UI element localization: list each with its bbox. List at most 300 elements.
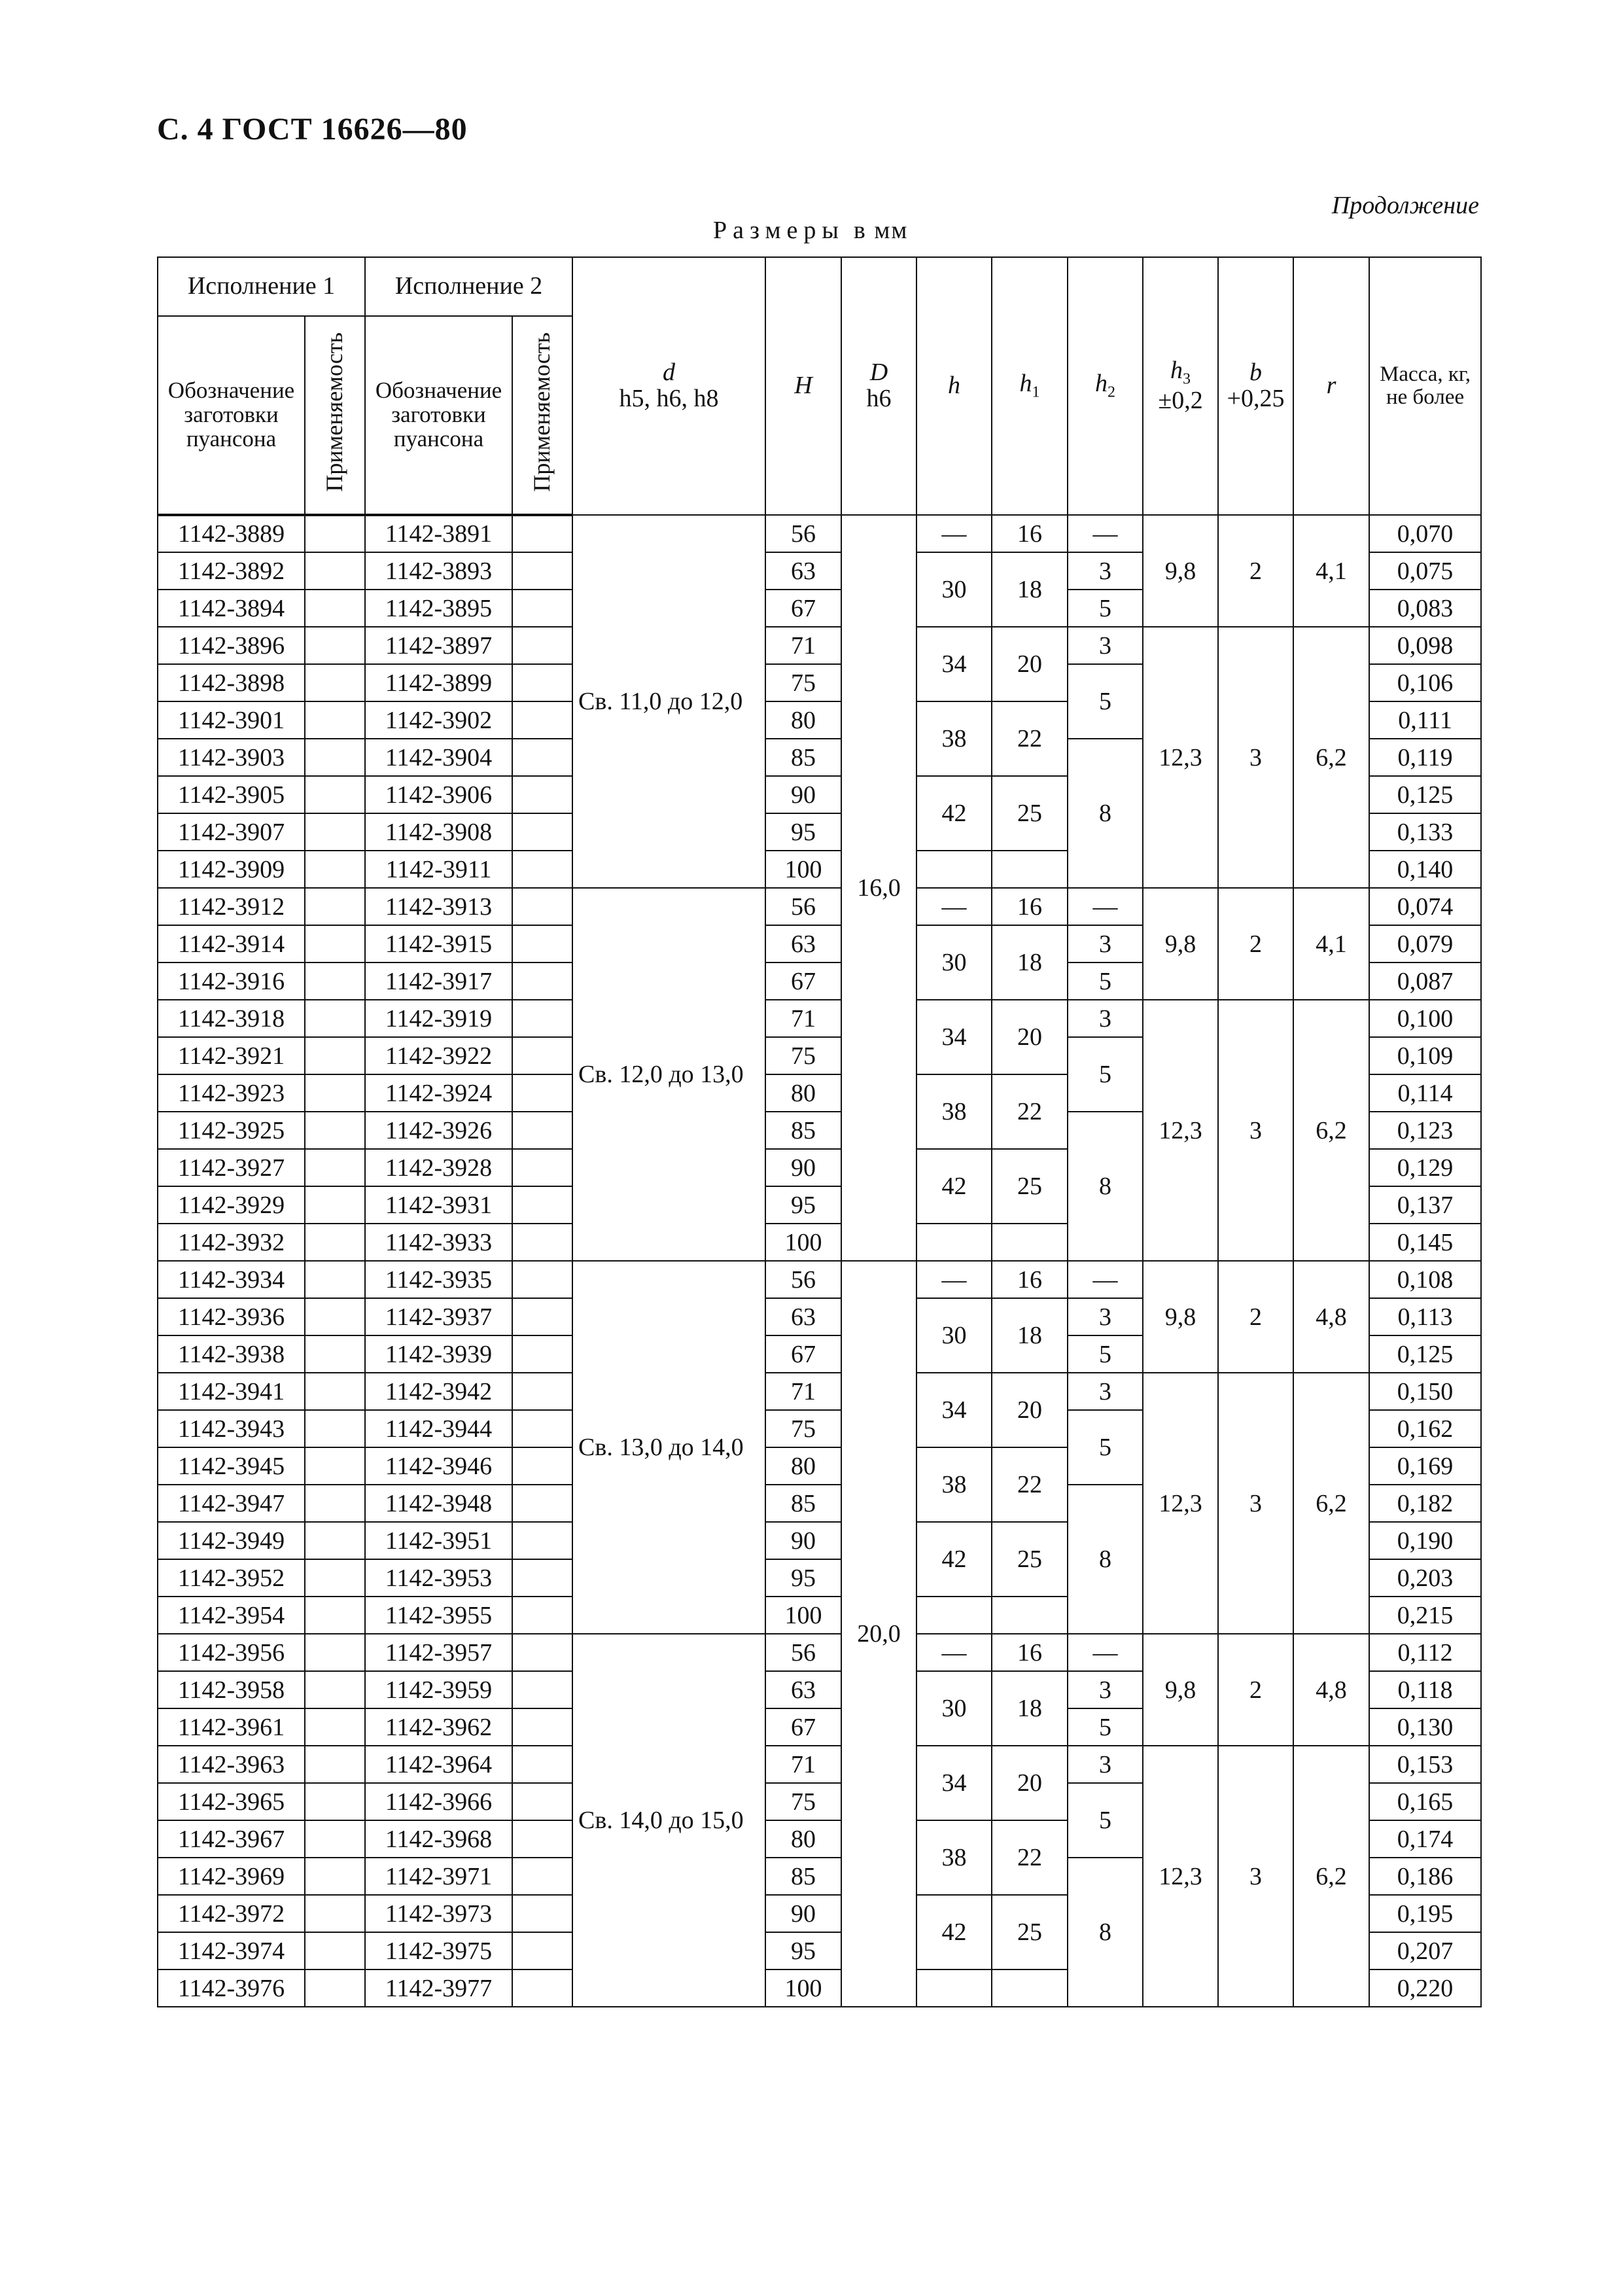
- mass-cell: 0,169: [1369, 1447, 1481, 1485]
- designation-1-cell: 1142-3956: [158, 1634, 305, 1671]
- header-execution-2: Исполнение 2: [365, 257, 572, 316]
- h1-cell: 22: [992, 1820, 1068, 1895]
- h2-cell: —: [1068, 888, 1143, 925]
- mass-cell: 0,098: [1369, 627, 1481, 664]
- h-cell: 42: [916, 776, 992, 851]
- mass-cell: 0,074: [1369, 888, 1481, 925]
- h1-cell: 25: [992, 1149, 1068, 1224]
- h1-cell-empty: [992, 1597, 1068, 1634]
- header-applicability-2: [512, 316, 572, 515]
- designation-1-cell: 1142-3903: [158, 739, 305, 776]
- h-cell: 30: [916, 552, 992, 627]
- r-cell: 4,1: [1293, 888, 1369, 1000]
- h1-cell: 16: [992, 1634, 1068, 1671]
- applicability-1-cell: [305, 1820, 365, 1858]
- applicability-1-cell: [305, 1112, 365, 1149]
- applicability-2-cell: [512, 1000, 572, 1037]
- r-cell: 6,2: [1293, 1746, 1369, 2007]
- applicability-2-cell: [512, 1783, 572, 1820]
- applicability-2-cell: [512, 1074, 572, 1112]
- designation-2-cell: 1142-3924: [365, 1074, 512, 1112]
- H-cell: 100: [765, 851, 841, 888]
- designation-2-cell: 1142-3931: [365, 1186, 512, 1224]
- h2-cell: 8: [1068, 1858, 1143, 2007]
- mass-cell: 0,207: [1369, 1932, 1481, 1969]
- D-cell: 20,0: [841, 1261, 916, 2007]
- h1-cell: 22: [992, 1074, 1068, 1149]
- units-label: Размеры: [713, 217, 845, 244]
- designation-2-cell: 1142-3897: [365, 627, 512, 664]
- H-cell: 75: [765, 1037, 841, 1074]
- applicability-1-cell: [305, 1932, 365, 1969]
- header-b: [1218, 257, 1293, 515]
- applicability-1-cell: [305, 1708, 365, 1746]
- applicability-1-cell: [305, 1634, 365, 1671]
- H-cell: 85: [765, 1485, 841, 1522]
- header-applicability-1: [305, 316, 365, 515]
- designation-2-cell: 1142-3915: [365, 925, 512, 963]
- header-h-symbol: h: [948, 372, 961, 400]
- applicability-1-cell: [305, 515, 365, 552]
- mass-cell: 0,125: [1369, 776, 1481, 813]
- applicability-1-cell: [305, 1969, 365, 2007]
- header-h2-sub: 2: [1108, 383, 1116, 401]
- h-cell: 38: [916, 1820, 992, 1895]
- applicability-2-cell: [512, 1261, 572, 1298]
- h3-cell: 9,8: [1143, 1261, 1218, 1373]
- d-range-cell: Св. 12,0 до 13,0: [572, 888, 765, 1261]
- H-cell: 85: [765, 739, 841, 776]
- H-cell: 100: [765, 1969, 841, 2007]
- H-cell: 63: [765, 925, 841, 963]
- designation-2-cell: 1142-3917: [365, 963, 512, 1000]
- designation-2-cell: 1142-3962: [365, 1708, 512, 1746]
- mass-cell: 0,195: [1369, 1895, 1481, 1932]
- applicability-2-cell: [512, 1671, 572, 1708]
- designation-1-cell: 1142-3912: [158, 888, 305, 925]
- designation-2-cell: 1142-3966: [365, 1783, 512, 1820]
- H-cell: 80: [765, 1447, 841, 1485]
- h-cell: 30: [916, 925, 992, 1000]
- applicability-2-cell: [512, 813, 572, 851]
- applicability-2-cell: [512, 1820, 572, 1858]
- applicability-2-cell: [512, 1485, 572, 1522]
- mass-cell: 0,083: [1369, 590, 1481, 627]
- h1-cell: 16: [992, 888, 1068, 925]
- applicability-1-cell: [305, 1298, 365, 1335]
- h2-cell: 5: [1068, 1037, 1143, 1112]
- designation-2-cell: 1142-3902: [365, 701, 512, 739]
- mass-cell: 0,079: [1369, 925, 1481, 963]
- mass-cell: 0,113: [1369, 1298, 1481, 1335]
- h3-cell: 9,8: [1143, 888, 1218, 1000]
- H-cell: 75: [765, 1410, 841, 1447]
- designation-1-cell: 1142-3892: [158, 552, 305, 590]
- h-cell-empty: [916, 1597, 992, 1634]
- h2-cell: 5: [1068, 963, 1143, 1000]
- designation-1-cell: 1142-3932: [158, 1224, 305, 1261]
- designation-1-cell: 1142-3929: [158, 1186, 305, 1224]
- applicability-1-cell: [305, 1186, 365, 1224]
- designation-2-cell: 1142-3971: [365, 1858, 512, 1895]
- table-row: [158, 1373, 1481, 1410]
- designation-1-cell: 1142-3976: [158, 1969, 305, 2007]
- h3-cell: 9,8: [1143, 515, 1218, 627]
- h2-cell: —: [1068, 515, 1143, 552]
- r-cell: 4,1: [1293, 515, 1369, 627]
- applicability-2-cell: [512, 515, 572, 552]
- H-cell: 71: [765, 1373, 841, 1410]
- designation-2-cell: 1142-3948: [365, 1485, 512, 1522]
- mass-cell: 0,153: [1369, 1746, 1481, 1783]
- h1-cell: 22: [992, 1447, 1068, 1522]
- H-cell: 90: [765, 1522, 841, 1559]
- header-D-tolerance: h6: [866, 385, 892, 412]
- applicability-2-cell: [512, 1597, 572, 1634]
- designation-2-cell: 1142-3908: [365, 813, 512, 851]
- mass-cell: 0,140: [1369, 851, 1481, 888]
- h-cell: —: [916, 888, 992, 925]
- mass-cell: 0,165: [1369, 1783, 1481, 1820]
- designation-2-cell: 1142-3957: [365, 1634, 512, 1671]
- h2-cell: 5: [1068, 1708, 1143, 1746]
- H-cell: 56: [765, 1634, 841, 1671]
- header-designation-1: Обозначение заготовки пуансона: [158, 316, 305, 515]
- header-h1-sub: 1: [1032, 383, 1040, 401]
- r-cell: 6,2: [1293, 627, 1369, 888]
- mass-cell: 0,137: [1369, 1186, 1481, 1224]
- h1-cell: 25: [992, 776, 1068, 851]
- mass-cell: 0,118: [1369, 1671, 1481, 1708]
- designation-1-cell: 1142-3938: [158, 1335, 305, 1373]
- h2-cell: 3: [1068, 627, 1143, 664]
- applicability-2-cell: [512, 1112, 572, 1149]
- h2-cell: 3: [1068, 1746, 1143, 1783]
- h-cell: 38: [916, 1074, 992, 1149]
- h-cell: 42: [916, 1895, 992, 1969]
- designation-2-cell: 1142-3904: [365, 739, 512, 776]
- table-row: [158, 1634, 1481, 1671]
- H-cell: 90: [765, 776, 841, 813]
- designation-1-cell: 1142-3972: [158, 1895, 305, 1932]
- designation-2-cell: 1142-3959: [365, 1671, 512, 1708]
- header-r: [1293, 257, 1369, 515]
- applicability-1-cell: [305, 1000, 365, 1037]
- designation-1-cell: 1142-3958: [158, 1671, 305, 1708]
- h-cell: 42: [916, 1149, 992, 1224]
- units-value: в мм: [853, 217, 909, 244]
- designation-2-cell: 1142-3922: [365, 1037, 512, 1074]
- designation-2-cell: 1142-3928: [365, 1149, 512, 1186]
- mass-cell: 0,108: [1369, 1261, 1481, 1298]
- header-designation-2: Обозначение заготовки пуансона: [365, 316, 512, 515]
- applicability-2-cell: [512, 1298, 572, 1335]
- designation-1-cell: 1142-3947: [158, 1485, 305, 1522]
- applicability-1-cell: [305, 925, 365, 963]
- applicability-1-cell: [305, 552, 365, 590]
- H-cell: 71: [765, 1746, 841, 1783]
- designation-2-cell: 1142-3913: [365, 888, 512, 925]
- h3-cell: 9,8: [1143, 1634, 1218, 1746]
- h-cell: 34: [916, 1000, 992, 1074]
- b-cell: 3: [1218, 1373, 1293, 1634]
- r-cell: 6,2: [1293, 1373, 1369, 1634]
- designation-1-cell: 1142-3916: [158, 963, 305, 1000]
- designation-2-cell: 1142-3919: [365, 1000, 512, 1037]
- mass-cell: 0,182: [1369, 1485, 1481, 1522]
- applicability-2-cell: [512, 1858, 572, 1895]
- header-h2-symbol: h: [1095, 370, 1108, 398]
- applicability-1-cell: [305, 1783, 365, 1820]
- designation-2-cell: 1142-3975: [365, 1932, 512, 1969]
- header-d: [572, 257, 765, 515]
- designation-1-cell: 1142-3889: [158, 515, 305, 552]
- designation-1-cell: 1142-3963: [158, 1746, 305, 1783]
- h1-cell: 20: [992, 1373, 1068, 1447]
- H-cell: 75: [765, 664, 841, 701]
- h1-cell-empty: [992, 1969, 1068, 2007]
- applicability-1-cell: [305, 590, 365, 627]
- applicability-1-cell: [305, 664, 365, 701]
- applicability-1-cell: [305, 813, 365, 851]
- mass-cell: 0,109: [1369, 1037, 1481, 1074]
- designation-1-cell: 1142-3965: [158, 1783, 305, 1820]
- applicability-1-cell: [305, 1373, 365, 1410]
- applicability-2-cell: [512, 1746, 572, 1783]
- designation-1-cell: 1142-3914: [158, 925, 305, 963]
- applicability-1-cell: [305, 851, 365, 888]
- b-cell: 2: [1218, 515, 1293, 627]
- H-cell: 95: [765, 1932, 841, 1969]
- mass-cell: 0,203: [1369, 1559, 1481, 1597]
- applicability-2-cell: [512, 739, 572, 776]
- mass-cell: 0,119: [1369, 739, 1481, 776]
- h1-cell-empty: [992, 1224, 1068, 1261]
- header-r-symbol: r: [1326, 372, 1336, 400]
- h2-cell: 8: [1068, 739, 1143, 888]
- h-cell: 30: [916, 1671, 992, 1746]
- mass-cell: 0,125: [1369, 1335, 1481, 1373]
- H-cell: 67: [765, 1708, 841, 1746]
- header-h3-sub: 3: [1183, 370, 1191, 388]
- applicability-2-cell: [512, 552, 572, 590]
- header-H: [765, 257, 841, 515]
- header-d-symbol: d: [663, 359, 676, 387]
- H-cell: 71: [765, 1000, 841, 1037]
- mass-cell: 0,123: [1369, 1112, 1481, 1149]
- designation-1-cell: 1142-3896: [158, 627, 305, 664]
- designation-2-cell: 1142-3951: [365, 1522, 512, 1559]
- header-D-symbol: D: [869, 359, 888, 387]
- designation-2-cell: 1142-3891: [365, 515, 512, 552]
- H-cell: 95: [765, 1186, 841, 1224]
- applicability-2-cell: [512, 1410, 572, 1447]
- table-row: [158, 1000, 1481, 1037]
- designation-1-cell: 1142-3923: [158, 1074, 305, 1112]
- applicability-1-cell: [305, 1522, 365, 1559]
- applicability-1-cell: [305, 1074, 365, 1112]
- continuation-label: Продолжение: [1331, 192, 1479, 219]
- designation-1-cell: 1142-3974: [158, 1932, 305, 1969]
- applicability-2-cell: [512, 776, 572, 813]
- table-body: [158, 515, 1481, 2007]
- d-range-cell: Св. 14,0 до 15,0: [572, 1634, 765, 2007]
- designation-1-cell: 1142-3934: [158, 1261, 305, 1298]
- dimensions-table: [157, 256, 1482, 2007]
- h2-cell: 5: [1068, 590, 1143, 627]
- H-cell: 71: [765, 627, 841, 664]
- h1-cell: 16: [992, 1261, 1068, 1298]
- header-b-symbol: b: [1249, 359, 1263, 387]
- designation-1-cell: 1142-3945: [158, 1447, 305, 1485]
- h2-cell: 3: [1068, 1000, 1143, 1037]
- applicability-1-cell: [305, 1149, 365, 1186]
- b-cell: 3: [1218, 627, 1293, 888]
- h-cell-empty: [916, 1969, 992, 2007]
- designation-2-cell: 1142-3911: [365, 851, 512, 888]
- h-cell-empty: [916, 851, 992, 888]
- applicability-2-cell: [512, 1186, 572, 1224]
- mass-cell: 0,190: [1369, 1522, 1481, 1559]
- applicability-1-cell: [305, 1895, 365, 1932]
- h-cell: —: [916, 515, 992, 552]
- h2-cell: 5: [1068, 664, 1143, 739]
- designation-1-cell: 1142-3927: [158, 1149, 305, 1186]
- designation-1-cell: 1142-3894: [158, 590, 305, 627]
- designation-1-cell: 1142-3925: [158, 1112, 305, 1149]
- header-h1: [992, 257, 1068, 515]
- h2-cell: 3: [1068, 925, 1143, 963]
- applicability-1-cell: [305, 1485, 365, 1522]
- H-cell: 56: [765, 888, 841, 925]
- designation-2-cell: 1142-3926: [365, 1112, 512, 1149]
- designation-2-cell: 1142-3955: [365, 1597, 512, 1634]
- h1-cell-empty: [992, 851, 1068, 888]
- header-d-tolerance: h5, h6, h8: [619, 385, 719, 412]
- h1-cell: 22: [992, 701, 1068, 776]
- designation-2-cell: 1142-3893: [365, 552, 512, 590]
- h-cell-empty: [916, 1224, 992, 1261]
- mass-cell: 0,070: [1369, 515, 1481, 552]
- H-cell: 56: [765, 1261, 841, 1298]
- d-range-cell: Св. 11,0 до 12,0: [572, 515, 765, 888]
- h2-cell: 3: [1068, 1298, 1143, 1335]
- b-cell: 2: [1218, 1634, 1293, 1746]
- header-H-symbol: H: [794, 372, 812, 400]
- designation-2-cell: 1142-3906: [365, 776, 512, 813]
- designation-1-cell: 1142-3936: [158, 1298, 305, 1335]
- designation-2-cell: 1142-3953: [365, 1559, 512, 1597]
- mass-cell: 0,114: [1369, 1074, 1481, 1112]
- designation-2-cell: 1142-3933: [365, 1224, 512, 1261]
- h1-cell: 18: [992, 552, 1068, 627]
- mass-cell: 0,186: [1369, 1858, 1481, 1895]
- table-row: [158, 627, 1481, 664]
- mass-cell: 0,150: [1369, 1373, 1481, 1410]
- designation-1-cell: 1142-3909: [158, 851, 305, 888]
- designation-1-cell: 1142-3969: [158, 1858, 305, 1895]
- designation-1-cell: 1142-3905: [158, 776, 305, 813]
- applicability-1-cell: [305, 1224, 365, 1261]
- table-row: [158, 515, 1481, 552]
- applicability-1-cell: [305, 888, 365, 925]
- r-cell: 4,8: [1293, 1261, 1369, 1373]
- applicability-1-cell: [305, 1261, 365, 1298]
- applicability-2-cell: [512, 1969, 572, 2007]
- designation-1-cell: 1142-3943: [158, 1410, 305, 1447]
- applicability-2-cell: [512, 1373, 572, 1410]
- applicability-2-cell: [512, 963, 572, 1000]
- H-cell: 90: [765, 1149, 841, 1186]
- h3-cell: 12,3: [1143, 1373, 1218, 1634]
- applicability-2-cell: [512, 1037, 572, 1074]
- designation-2-cell: 1142-3942: [365, 1373, 512, 1410]
- designation-2-cell: 1142-3895: [365, 590, 512, 627]
- H-cell: 80: [765, 1820, 841, 1858]
- applicability-2-cell: [512, 590, 572, 627]
- applicability-2-cell: [512, 851, 572, 888]
- h1-cell: 20: [992, 627, 1068, 701]
- d-range-cell: Св. 13,0 до 14,0: [572, 1261, 765, 1634]
- h3-cell: 12,3: [1143, 627, 1218, 888]
- H-cell: 67: [765, 1335, 841, 1373]
- h1-cell: 25: [992, 1895, 1068, 1969]
- H-cell: 63: [765, 1671, 841, 1708]
- h2-cell: —: [1068, 1634, 1143, 1671]
- designation-2-cell: 1142-3944: [365, 1410, 512, 1447]
- applicability-2-cell: [512, 1559, 572, 1597]
- r-cell: 4,8: [1293, 1634, 1369, 1746]
- designation-2-cell: 1142-3968: [365, 1820, 512, 1858]
- designation-1-cell: 1142-3921: [158, 1037, 305, 1074]
- h-cell: 42: [916, 1522, 992, 1597]
- header-h2: [1068, 257, 1143, 515]
- applicability-1-cell: [305, 1858, 365, 1895]
- header-b-tolerance: +0,25: [1227, 385, 1285, 412]
- designation-2-cell: 1142-3935: [365, 1261, 512, 1298]
- table-row: [158, 1261, 1481, 1298]
- header-applicability-1-text: Применяемость: [321, 332, 348, 492]
- h2-cell: 8: [1068, 1112, 1143, 1261]
- h2-cell: 8: [1068, 1485, 1143, 1634]
- applicability-1-cell: [305, 1410, 365, 1447]
- H-cell: 100: [765, 1597, 841, 1634]
- units-caption: [713, 216, 908, 245]
- H-cell: 63: [765, 552, 841, 590]
- header-execution-1: Исполнение 1: [158, 257, 365, 316]
- mass-cell: 0,145: [1369, 1224, 1481, 1261]
- H-cell: 67: [765, 590, 841, 627]
- H-cell: 85: [765, 1858, 841, 1895]
- h-cell: 38: [916, 1447, 992, 1522]
- h2-cell: 3: [1068, 1671, 1143, 1708]
- h1-cell: 18: [992, 1298, 1068, 1373]
- mass-cell: 0,100: [1369, 1000, 1481, 1037]
- designation-2-cell: 1142-3977: [365, 1969, 512, 2007]
- H-cell: 100: [765, 1224, 841, 1261]
- h-cell: —: [916, 1261, 992, 1298]
- designation-2-cell: 1142-3939: [365, 1335, 512, 1373]
- h2-cell: 5: [1068, 1783, 1143, 1858]
- h1-cell: 16: [992, 515, 1068, 552]
- applicability-2-cell: [512, 888, 572, 925]
- h-cell: —: [916, 1634, 992, 1671]
- h-cell: 34: [916, 1746, 992, 1820]
- header-applicability-2-text: Применяемость: [529, 332, 555, 492]
- applicability-1-cell: [305, 627, 365, 664]
- mass-cell: 0,133: [1369, 813, 1481, 851]
- designation-1-cell: 1142-3949: [158, 1522, 305, 1559]
